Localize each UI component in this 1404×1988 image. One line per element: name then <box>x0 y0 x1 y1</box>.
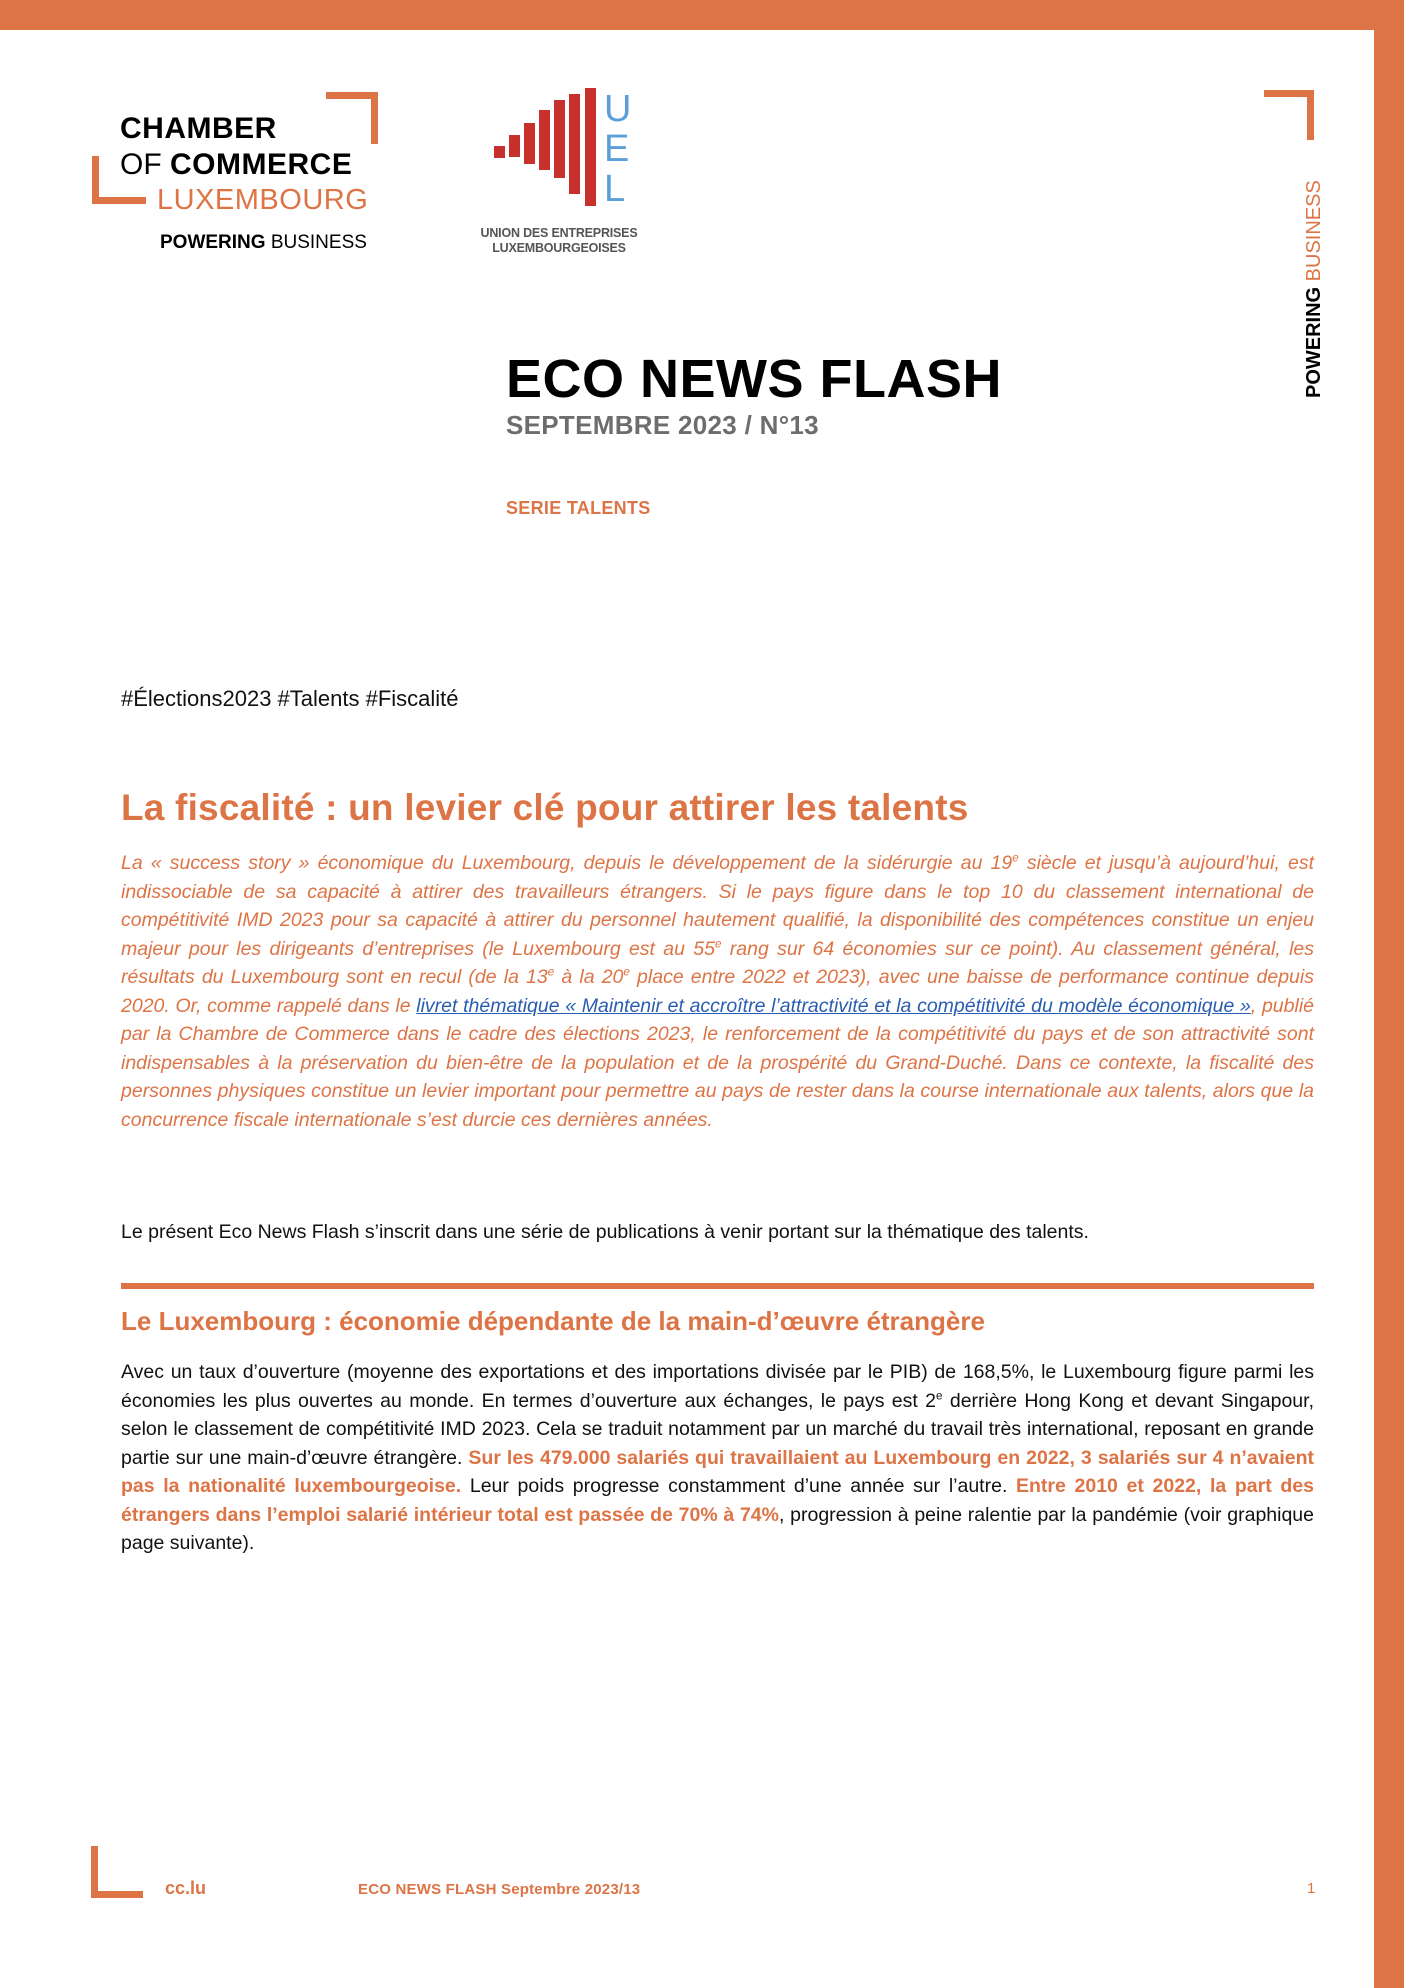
uel-caption-line2: LUXEMBOURGEOISES <box>492 241 626 255</box>
livret-thematique-link[interactable]: livret thématique « Maintenir et accroître l’attractivité et la compétitivité du modèle économique » <box>416 994 1251 1017</box>
lead-text: , publié par la Chambre de Commerce dans le cadre des élections 2023, le renforcement de la compétitivité du pays et de son attractivité sont indispensables à la préservation du bien-être de la population et de la prospérité du Grand-Duché. Dans ce contexte, la fiscalité des personnes physiques constitue un levier important pour permettre au pays de rester dans la course internationale aux talents, alors que la concurrence fiscale internationale s’est durcie ces dernières années. <box>121 994 1314 1131</box>
uel-bar-icon <box>494 146 505 158</box>
logo-luxembourg-text: LUXEMBOURG <box>157 184 369 216</box>
uel-letter-l: L <box>604 168 626 210</box>
uel-letter-u: U <box>604 88 632 130</box>
uel-bar-icon <box>539 110 550 170</box>
superscript: e <box>714 937 722 950</box>
uel-logo <box>470 88 650 258</box>
issue-subtitle: SEPTEMBRE 2023 / N°13 <box>506 410 819 440</box>
lead-text: La « success story » économique du Luxembourg, depuis le développement de la sidérurgie au 19 <box>121 852 1013 874</box>
superscript: e <box>1012 851 1019 865</box>
uel-caption <box>470 226 648 256</box>
series-label: SERIE TALENTS <box>506 498 651 518</box>
uel-letter-e: E <box>604 128 630 170</box>
logo-tagline-light: BUSINESS <box>265 232 367 253</box>
footer-bracket-icon <box>91 1846 143 1898</box>
logo-of-text: OF <box>120 148 170 181</box>
uel-bar-icon <box>569 94 580 194</box>
right-accent-bar <box>1374 0 1404 1988</box>
lead-text: siècle et jusqu’à aujourd’hui, est indissociable de sa capacité à attirer des travailleurs étrangers. Si le pays figure dans le top 10 du classement international de compétitivité IMD 2023 pour sa capacité à attirer du personnel hautement qualifié, la disponibilité des compétences constitue un enjeu majeur pour les dirigeants d’entreprises (le Luxembourg est au 55 <box>121 852 1314 960</box>
bracket-right-icon <box>1264 90 1314 140</box>
section-divider <box>121 1283 1314 1289</box>
top-accent-bar <box>0 0 1404 30</box>
uel-bar-icon <box>554 100 565 178</box>
superscript: e <box>936 1389 943 1402</box>
bracket-top-right-icon <box>326 92 378 144</box>
superscript: e <box>547 965 555 979</box>
logo-tagline-bold: POWERING <box>160 232 266 253</box>
body-text: Leur poids progresse constamment d’une année sur l’autre. <box>461 1475 1017 1497</box>
superscript: e <box>623 965 630 979</box>
logo-of-commerce-text <box>120 150 352 180</box>
hashtags: #Élections2023 #Talents #Fiscalité <box>121 686 459 711</box>
chamber-of-commerce-logo <box>94 92 394 262</box>
body-text: Avec un taux d’ouverture (moyenne des exportations et des importations divisée par le PIB) de 168,5%, le Luxembourg figure parmi les économies les plus ouvertes au monde. En termes d’ouverture aux échanges, le pays est 2 <box>121 1361 1314 1412</box>
footer-site-link[interactable]: cc.lu <box>165 1878 207 1898</box>
logo-tagline <box>160 233 367 252</box>
highlight-text: Sur les 479.000 salariés qui travaillaient au Luxembourg en 2022, 3 salariés sur 4 n’avaient pas la nationalité luxembourgeoise. <box>121 1446 1314 1497</box>
lead-text: à la 20 <box>554 966 624 988</box>
series-intro-note: Le présent Eco News Flash s’inscrit dans une série de publications à venir portant sur la thématique des talents. <box>121 1221 1089 1243</box>
highlight-text: Entre 2010 et 2022, la part des étrangers dans l’emploi salarié intérieur total est passée de 70% à 74% <box>121 1475 1314 1526</box>
section-body-paragraph <box>121 1358 1314 1558</box>
body-text: , progression à peine ralentie par la pandémie (voir graphique page suivante). <box>121 1503 1314 1554</box>
footer-publication: ECO NEWS FLASH Septembre 2023/13 <box>358 1881 641 1898</box>
page-number: 1 <box>1307 1880 1316 1897</box>
lead-text: place entre 2022 et 2023), avec une baisse de performance continue depuis 2020. Or, comme rappelé dans le <box>121 966 1314 1017</box>
logo-commerce-text: COMMERCE <box>170 148 353 181</box>
vertical-tagline-light: BUSINESS <box>1303 180 1325 287</box>
uel-bar-icon <box>509 135 520 157</box>
body-text: derrière Hong Kong et devant Singapour, selon le classement de compétitivité IMD 2023. Cela se traduit notamment par un marché du travail très international, reposant en grande partie sur une main-d’œuvre étrangère. <box>121 1389 1314 1469</box>
article-title: La fiscalité : un levier clé pour attirer les talents <box>121 787 969 828</box>
uel-caption-line1: UNION DES ENTREPRISES <box>480 226 638 240</box>
page-title: ECO NEWS FLASH <box>506 349 1003 409</box>
uel-bar-icon <box>585 88 596 206</box>
vertical-tagline-bold: POWERING <box>1303 286 1325 398</box>
title-block <box>506 349 1003 440</box>
logo-chamber-text: CHAMBER <box>120 112 277 145</box>
uel-bar-icon <box>524 123 535 164</box>
lead-paragraph <box>121 849 1314 1134</box>
vertical-tagline <box>1304 180 1324 398</box>
section-title: Le Luxembourg : économie dépendante de la main-d’œuvre étrangère <box>121 1306 985 1336</box>
lead-text: rang sur 64 économies sur ce point). Au classement général, les résultats du Luxembourg sont en recul (de la 13 <box>121 937 1315 988</box>
